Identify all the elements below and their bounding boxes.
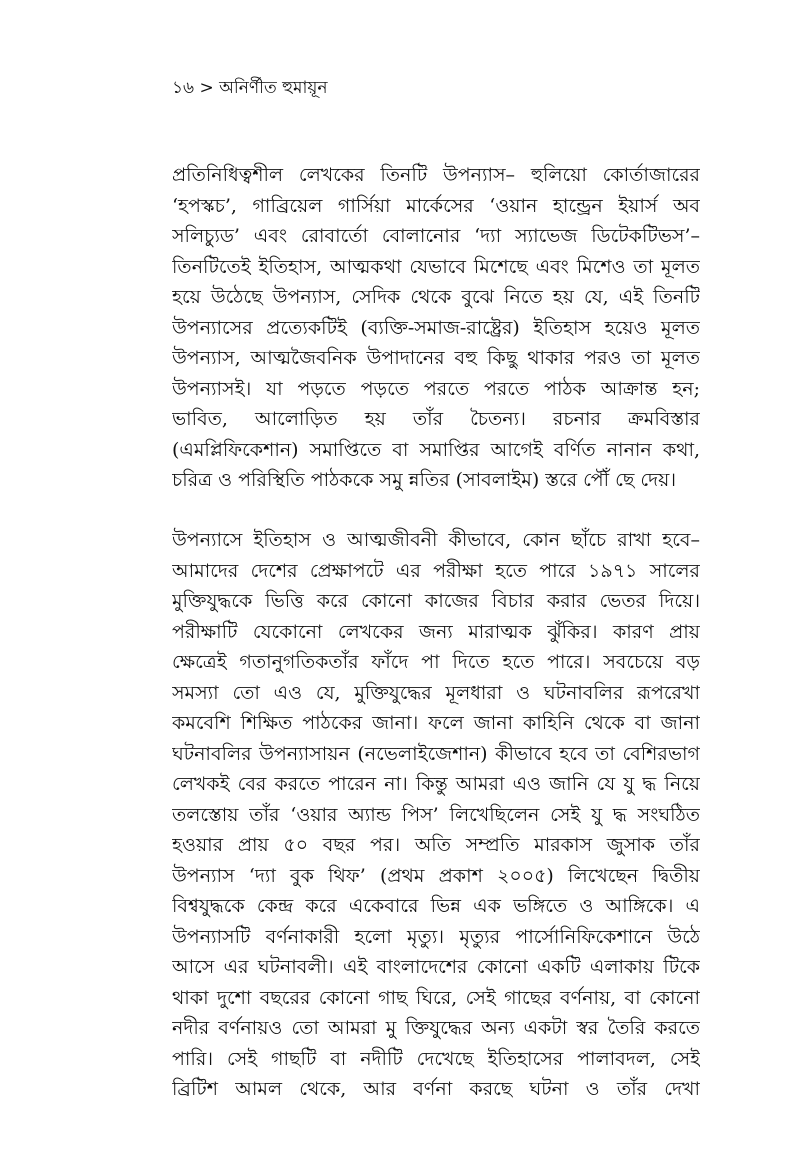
text-line: সলিচ্যুড’ এবং রোবার্তো বোলানোর ‘দ্যা স্যাভেজ ডিটেকটিভস’– — [172, 225, 700, 247]
text-line: ক্ষেত্রেই গতানুগতিকতাঁর ফাঁদে পা দিতে হতে পারে। সবচেয়ে বড় — [172, 651, 700, 673]
text-line: আসে এর ঘটনাবলী। এই বাংলাদেশের কোনো একটি এলাকায় টিকে — [172, 956, 700, 978]
text-line: উপন্যাস, আত্মজৈবনিক উপাদানের বহু কিছু থাকার পরও তা মূলত — [172, 347, 700, 369]
text-line: আমাদের দেশের প্রেক্ষাপটে এর পরীক্ষা হতে পারে ১৯৭১ সালের — [172, 559, 700, 582]
text-line: ‘হপস্কচ’, গাব্রিয়েল গার্সিয়া মার্কেসের ‘ওয়ান হান্ড্রেন ইয়ার্স অব — [172, 194, 700, 217]
text-line: হওয়ার প্রায় ৫০ বছর পর। অতি সম্প্রতি মারকাস জুসাক তাঁর — [172, 834, 700, 856]
paragraph-2 — [172, 525, 700, 1105]
text-line: তলস্তোয় তাঁর ‘ওয়ার অ্যান্ড পিস’ লিখেছিলেন সেই যু দ্ধ সংঘঠিত — [172, 803, 700, 826]
text-line: পারি। সেই গাছটি বা নদীটি দেখেছে ইতিহাসের পালাবদল, সেই — [172, 1047, 700, 1070]
text-line: ঘটনাবলির উপন্যাসায়ন (নভেলাইজেশান) কীভাবে হবে তা বেশিরভাগ — [172, 742, 700, 765]
text-line: লেখকই বের করতে পারেন না। কিন্তু আমরা এও জানি যে যু দ্ধ নিয়ে — [172, 773, 700, 795]
text-line: উপন্যাসই। যা পড়তে পড়তে পরতে পরতে পাঠক আক্রান্ত হন; — [172, 377, 700, 400]
text-line: প্রতিনিধিত্বশীল লেখকের তিনটি উপন্যাস– হুলিয়ো কোর্তাজারের — [172, 164, 700, 186]
text-line: কমবেশি শিক্ষিত পাঠকের জানা। ফলে জানা কাহিনি থেকে বা জানা — [172, 712, 700, 734]
text-line: উপন্যাসটি বর্ণনাকারী হলো মৃত্যু। মৃত্যুর পার্সোনিফিকেশানে উঠে — [172, 925, 700, 948]
text-line: ব্রিটিশ আমল থেকে, আর বর্ণনা করছে ঘটনা ও তাঁর দেখা — [172, 1078, 700, 1100]
text-line: মুক্তিযুদ্ধকে ভিত্তি করে কোনো কাজের বিচার করার ভেতর দিয়ে। — [172, 590, 700, 612]
text-line: বিশ্বযুদ্ধকে কেন্দ্র করে একেবারে ভিন্ন এক ভঙ্গিতে ও আঙ্গিকে। এ — [172, 895, 700, 917]
text-line: নদীর বর্ণনায়ও তো আমরা মু ক্তিযুদ্ধের অন্য একটা স্বর তৈরি করতে — [172, 1017, 700, 1039]
text-line: উপন্যাস ‘দ্যা বুক থিফ’ (প্রথম প্রকাশ ২০০৫) লিখেছেন দ্বিতীয় — [172, 864, 700, 887]
text-line: চরিত্র ও পরিস্থিতি পাঠককে সমু ন্নতির (সাবলাইম) স্তরে পৌঁ ছে দেয়। — [172, 469, 677, 491]
text-line: ভাবিত, আলোড়িত হয় তাঁর চৈতন্য। রচনার ক্রমবিস্তার — [172, 408, 700, 430]
text-line: (এমপ্লিফিকেশান) সমাপ্তিতে বা সমাপ্তির আগেই বর্ণিত নানান কথা, — [172, 438, 700, 461]
text-line: সমস্যা তো এও যে, মুক্তিযুদ্ধের মূলধারা ও ঘটনাবলির রূপরেখা — [172, 681, 700, 704]
running-header: ১৬ > অনির্ণীত হুমায়ূন — [172, 78, 328, 98]
text-line: উপন্যাসের প্রত্যেকটিই (ব্যক্তি-সমাজ-রাষ্ট্রের) ইতিহাস হয়েও মূলত — [172, 316, 700, 339]
text-line: উপন্যাসে ইতিহাস ও আত্মজীবনী কীভাবে, কোন ছাঁচে রাখা হবে– — [172, 529, 700, 551]
text-line: পরীক্ষাটি যেকোনো লেখকের জন্য মারাত্মক ঝুঁকির। কারণ প্রায় — [172, 620, 700, 643]
text-line: তিনটিতেই ইতিহাস, আত্মকথা যেভাবে মিশেছে এবং মিশেও তা মূলত — [172, 255, 700, 278]
paragraph-1 — [172, 160, 700, 496]
text-line: হয়ে উঠেছে উপন্যাস, সেদিক থেকে বুঝে নিতে হয় যে, এই তিনটি — [172, 286, 700, 308]
text-line: থাকা দুশো বছরের কোনো গাছ ঘিরে, সেই গাছের বর্ণনায়, বা কোনো — [172, 986, 700, 1009]
